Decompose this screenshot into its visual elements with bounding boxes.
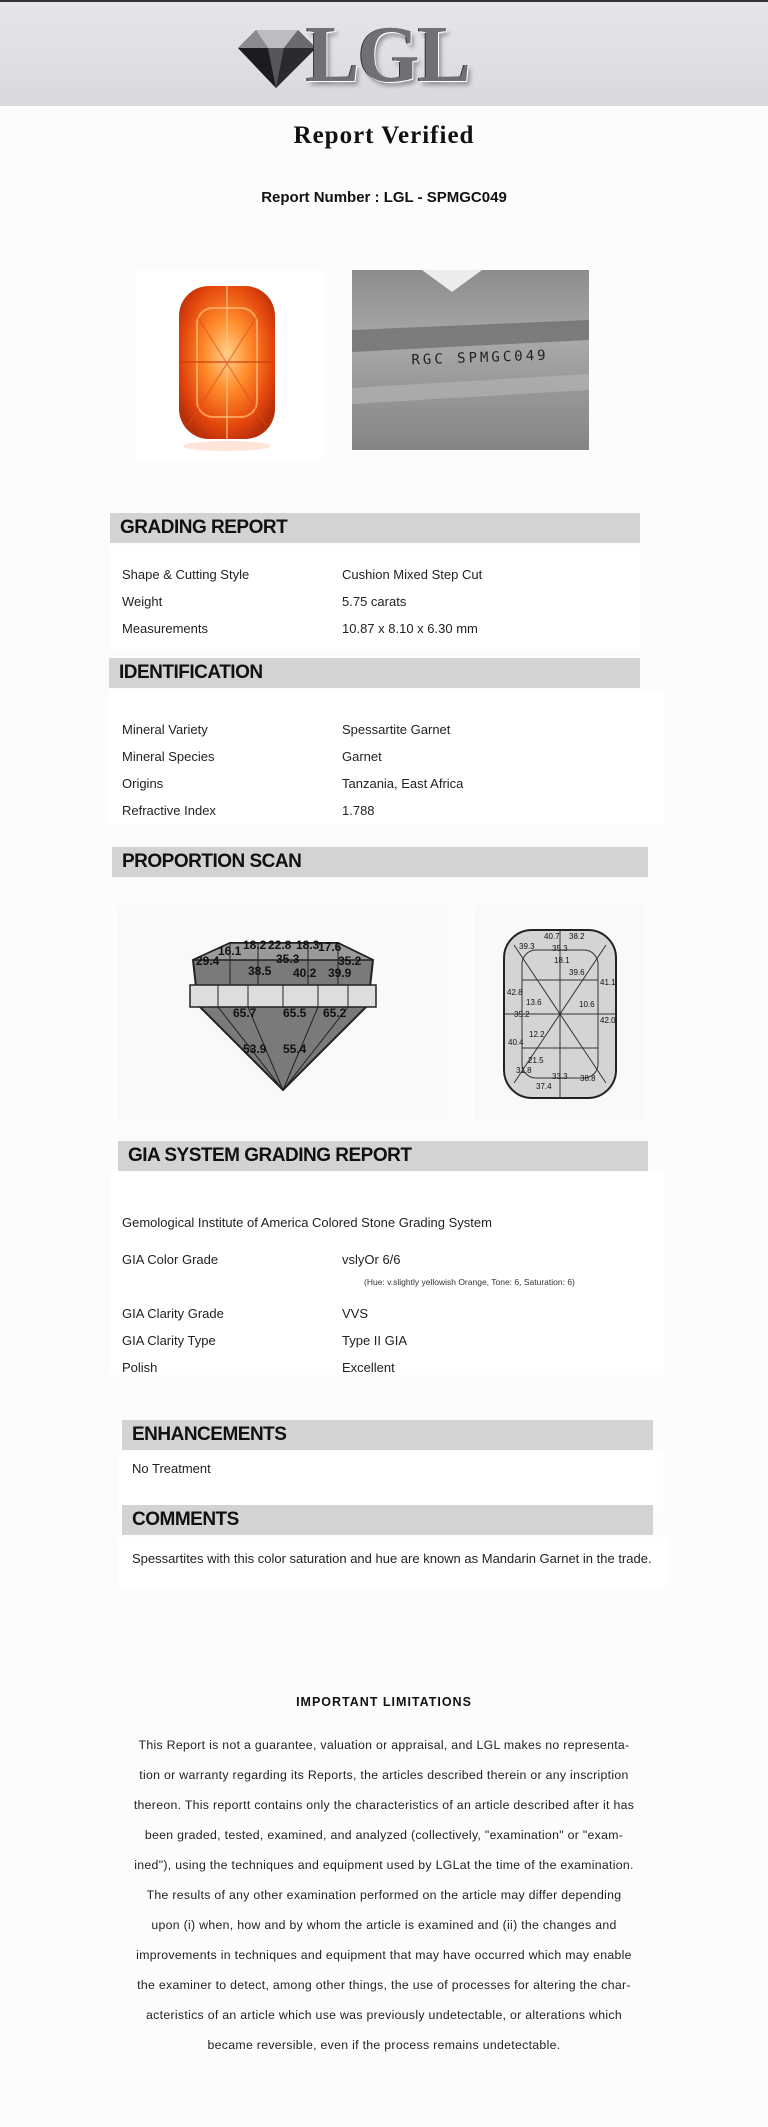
top-num: 42.8 bbox=[507, 988, 523, 997]
limitations-line: became reversible, even if the process remains undetectable. bbox=[207, 2038, 561, 2052]
comments-panel bbox=[118, 1537, 668, 1587]
gia-panel bbox=[110, 1173, 665, 1375]
inscription-photo bbox=[352, 270, 589, 450]
value-refractive-index: 1.788 bbox=[342, 803, 375, 818]
limitations-heading: IMPORTANT LIMITATIONS bbox=[296, 1695, 472, 1709]
comments-text: Spessartites with this color saturation and hue are known as Mandarin Garnet in the trade. bbox=[132, 1551, 652, 1566]
top-num: 37.4 bbox=[536, 1082, 552, 1091]
label-origins: Origins bbox=[122, 776, 164, 791]
side-num: 39.9 bbox=[328, 966, 352, 980]
top-num: 18.1 bbox=[554, 956, 570, 965]
limitations-line: This Report is not a guarantee, valuation or appraisal, and LGL makes no representa- bbox=[138, 1738, 630, 1752]
label-mineral-variety: Mineral Variety bbox=[122, 722, 208, 737]
page-title: Report Verified bbox=[293, 122, 475, 149]
limitations-line: the examiner to detect, among other things, the use of processes for altering the char- bbox=[137, 1978, 631, 1992]
top-num: 39.3 bbox=[519, 942, 535, 951]
limitations-line: been graded, tested, examined, and analyzed (collectively, "examination" or "exam- bbox=[144, 1828, 624, 1842]
side-num: 35.2 bbox=[338, 954, 362, 968]
label-gia-clarity-type: GIA Clarity Type bbox=[122, 1333, 216, 1348]
inscription-text: RGC SPMGC049 bbox=[411, 347, 549, 369]
side-num: 38.5 bbox=[248, 964, 272, 978]
proportion-scan-heading: PROPORTION SCAN bbox=[112, 847, 648, 877]
top-num: 40.7 bbox=[544, 932, 560, 941]
header-banner bbox=[0, 0, 768, 106]
value-shape: Cushion Mixed Step Cut bbox=[342, 567, 483, 582]
gia-system-name: Gemological Institute of America Colored Stone Grading System bbox=[122, 1215, 492, 1230]
grading-report-heading: GRADING REPORT bbox=[110, 513, 640, 543]
gia-color-note: (Hue: v.slightly yellowish Orange, Tone: 6, Saturation: 6) bbox=[364, 1277, 575, 1287]
top-num: 21.5 bbox=[528, 1056, 544, 1065]
report-number: Report Number : LGL - SPMGC049 bbox=[261, 189, 507, 206]
side-num: 65.2 bbox=[323, 1006, 347, 1020]
label-measurements: Measurements bbox=[122, 621, 208, 636]
grading-report-panel bbox=[110, 545, 640, 650]
value-mineral-species: Garnet bbox=[342, 749, 382, 764]
top-num: 39.6 bbox=[569, 968, 585, 977]
label-gia-clarity-grade: GIA Clarity Grade bbox=[122, 1306, 224, 1321]
label-gia-color: GIA Color Grade bbox=[122, 1252, 219, 1267]
top-num: 42.0 bbox=[600, 1016, 616, 1025]
value-polish: Excellent bbox=[342, 1360, 395, 1375]
side-num: 29.4 bbox=[196, 954, 220, 968]
top-num: 13.6 bbox=[526, 998, 542, 1007]
top-num: 35.3 bbox=[552, 944, 568, 953]
label-polish: Polish bbox=[122, 1360, 158, 1375]
top-view-diagram bbox=[474, 905, 644, 1120]
top-num: 41.1 bbox=[600, 978, 616, 987]
side-num: 55.4 bbox=[283, 1042, 307, 1056]
limitations-line: tion or warranty regarding its Reports, the articles described therein or any inscription bbox=[139, 1768, 629, 1782]
label-refractive-index: Refractive Index bbox=[122, 803, 216, 818]
top-num: 38.2 bbox=[569, 932, 585, 941]
enhancements-heading: ENHANCEMENTS bbox=[122, 1420, 653, 1450]
limitations-line: ined"), using the techniques and equipment used by LGLat the time of the examination. bbox=[134, 1858, 634, 1872]
label-weight: Weight bbox=[122, 594, 163, 609]
comments-heading: COMMENTS bbox=[122, 1505, 653, 1535]
enhancements-panel bbox=[118, 1452, 663, 1512]
identification-heading: IDENTIFICATION bbox=[109, 658, 640, 688]
label-shape: Shape & Cutting Style bbox=[122, 567, 250, 582]
top-num: 12.2 bbox=[529, 1030, 545, 1039]
gia-heading: GIA SYSTEM GRADING REPORT bbox=[118, 1141, 648, 1171]
top-num: 35.2 bbox=[514, 1010, 530, 1019]
side-profile-diagram bbox=[118, 905, 448, 1120]
side-num: 17.6 bbox=[318, 940, 342, 954]
top-view-scan bbox=[474, 905, 644, 1120]
side-num: 53.9 bbox=[243, 1042, 267, 1056]
lgl-logo bbox=[232, 11, 492, 99]
limitations-line: upon (i) when, how and by whom the article is examined and (ii) the changes and bbox=[151, 1918, 617, 1932]
side-num: 22.8 bbox=[268, 938, 292, 952]
value-gia-color: vslyOr 6/6 bbox=[342, 1252, 401, 1267]
gemstone-image bbox=[136, 270, 324, 460]
enhancements-text: No Treatment bbox=[132, 1461, 211, 1476]
side-num: 40.2 bbox=[293, 966, 317, 980]
value-gia-clarity-grade: VVS bbox=[342, 1306, 369, 1321]
value-gia-clarity-type: Type II GIA bbox=[342, 1333, 408, 1348]
limitations-line: acteristics of an article which use was previously undetectable, or alterations which bbox=[146, 2008, 622, 2022]
limitations-line: thereon. This reportt contains only the characteristics of an article described after it has bbox=[133, 1798, 635, 1812]
top-num: 38.8 bbox=[580, 1074, 596, 1083]
top-num: 40.4 bbox=[508, 1038, 524, 1047]
gemstone-photo bbox=[136, 270, 324, 460]
label-mineral-species: Mineral Species bbox=[122, 749, 215, 764]
top-num: 10.6 bbox=[579, 1000, 595, 1009]
value-mineral-variety: Spessartite Garnet bbox=[342, 722, 451, 737]
value-measurements: 10.87 x 8.10 x 6.30 mm bbox=[342, 621, 478, 636]
side-num: 18.3 bbox=[296, 938, 320, 952]
side-profile-scan bbox=[118, 905, 448, 1120]
value-weight: 5.75 carats bbox=[342, 594, 407, 609]
side-num: 35.3 bbox=[276, 952, 300, 966]
limitations-line: improvements in techniques and equipment that may have occurred which may enable bbox=[136, 1948, 632, 1962]
limitations-line: The results of any other examination performed on the article may differ depending bbox=[146, 1888, 622, 1902]
side-num: 65.7 bbox=[233, 1006, 257, 1020]
side-num: 18.2 bbox=[243, 938, 267, 952]
logo-wordmark: LGL bbox=[306, 11, 469, 99]
top-num: 31.8 bbox=[516, 1066, 532, 1075]
value-origins: Tanzania, East Africa bbox=[342, 776, 464, 791]
top-num: 33.3 bbox=[552, 1072, 568, 1081]
side-num: 16.1 bbox=[218, 944, 242, 958]
side-num: 65.5 bbox=[283, 1006, 307, 1020]
identification-panel bbox=[109, 690, 664, 825]
